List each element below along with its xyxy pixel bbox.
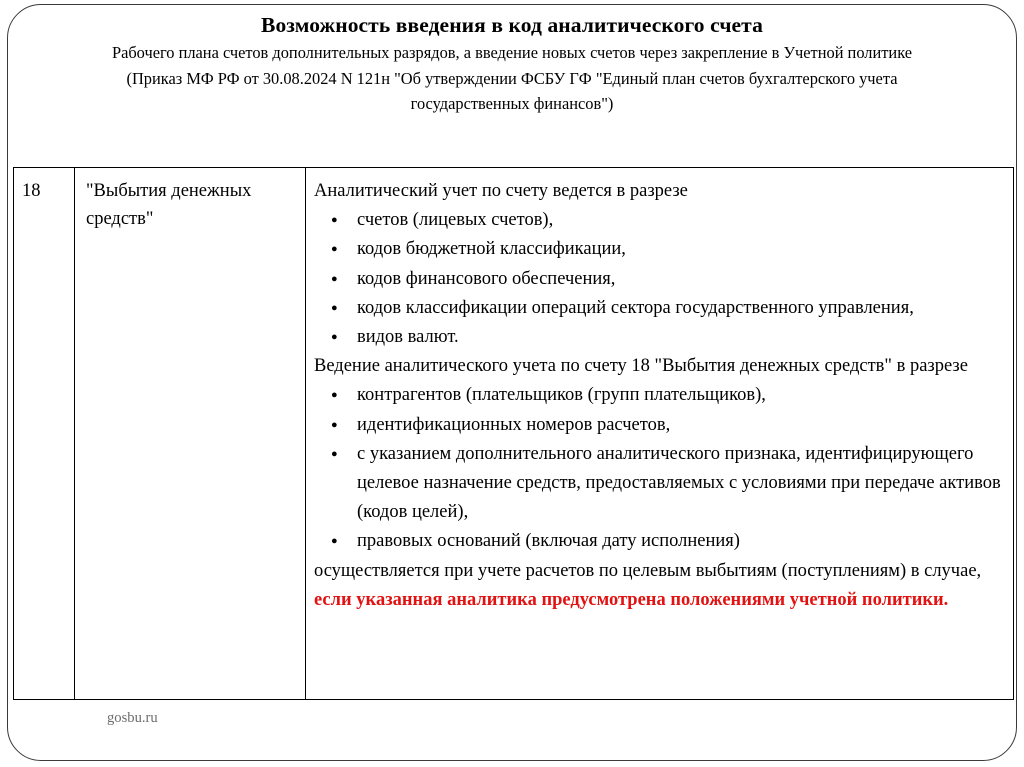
list-item: ● идентификационных номеров расчетов,	[314, 411, 1007, 440]
subtitle-line-2: (Приказ МФ РФ от 30.08.2024 N 121н "Об утверждении ФСБУ ГФ "Единый план счетов бухгалтерского учета	[126, 68, 898, 88]
cell-account-detail	[306, 168, 1014, 700]
detail-intro-2: Ведение аналитического учета по счету 18 "Выбытия денежных средств" в разрезе	[314, 356, 968, 377]
cell-account-name	[75, 168, 306, 700]
list-item: ● видов валют.	[314, 323, 1007, 352]
slide-subtitle	[7, 40, 1017, 117]
detail-closing-plain: осуществляется при учете расчетов по целевым выбытиям (поступлениям) в случае,	[314, 560, 982, 581]
detail-bullet-list-1	[314, 206, 1007, 352]
subtitle-line-1: Рабочего плана счетов дополнительных разрядов, а введение новых счетов через закрепление в Учетной политике	[111, 43, 913, 62]
list-item: ● контрагентов (плательщиков (групп плательщиков),	[314, 381, 1007, 410]
detail-bullet-list-2	[314, 381, 1007, 556]
table-row	[14, 168, 1014, 700]
list-item: ● кодов классификации операций сектора государственного управления,	[314, 294, 1007, 323]
accounts-table	[13, 167, 1014, 700]
detail-closing-highlight: если указанная аналитика предусмотрена положениями учетной политики.	[314, 589, 949, 610]
site-watermark: gosbu.ru	[107, 710, 158, 726]
detail-body	[306, 168, 1013, 619]
cell-account-number	[14, 168, 75, 700]
list-item: ● кодов бюджетной классификации,	[314, 235, 1007, 264]
detail-intro-1: Аналитический учет по счету ведется в разрезе	[314, 181, 688, 201]
account-name-text: "Выбытия денежных средств"	[86, 181, 252, 229]
list-item: ● правовых оснований (включая дату исполнения)	[314, 527, 1007, 556]
list-item: ● счетов (лицевых счетов),	[314, 206, 1007, 235]
account-number-text: 18	[22, 181, 41, 201]
list-item: ● кодов финансового обеспечения,	[314, 265, 1007, 294]
list-item: ● с указанием дополнительного аналитического признака, идентифицирующего целевое назначение средств, предоставляемых с условиями при передаче активов (кодов целей),	[314, 440, 1007, 528]
slide-header	[7, 4, 1017, 117]
page-title: Возможность введения в код аналитического счета	[261, 13, 763, 37]
detail-closing	[314, 557, 1007, 615]
subtitle-line-3: государственных финансов")	[410, 94, 614, 113]
